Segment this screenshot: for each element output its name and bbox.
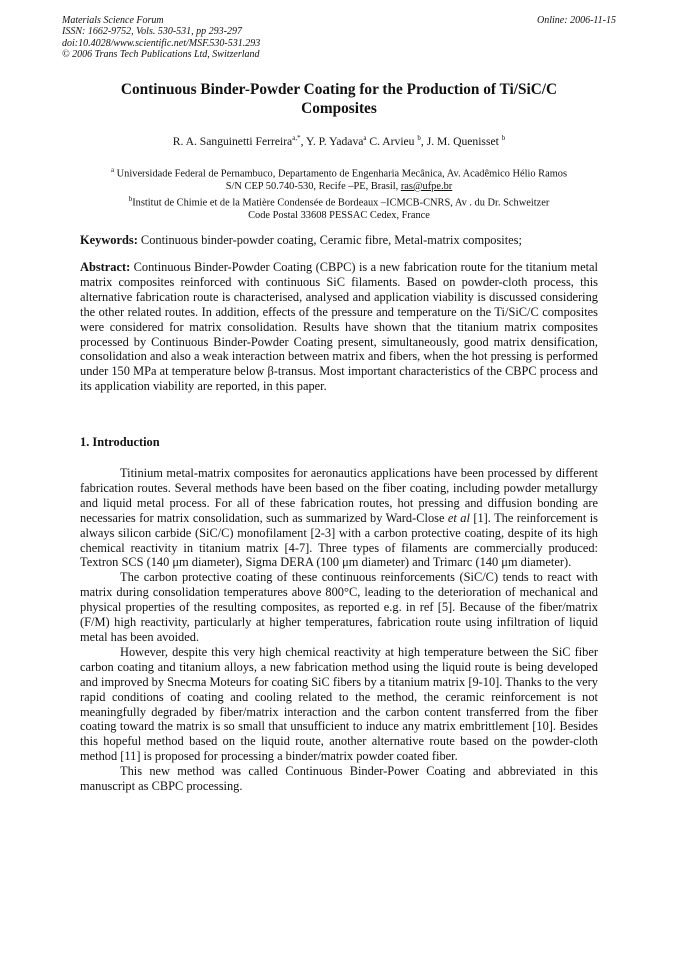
author-affil-mark: b — [501, 134, 506, 142]
issn-line: ISSN: 1662-9752, Vols. 530-531, pp 293-297 — [62, 26, 242, 38]
paragraph-text: [1]. The reinforcement is always silicon carbide (SiC/C) monofilament [2-3] with a carbon protective coating, despite of its high chemical reactivity in titanium matrix [4-7]. Three types of filaments are commercially produced: Textron SCS (140 μm diameter), Sigma DERA (100 μm diameter) and Trimarc (140 μm diameter). — [80, 510, 598, 570]
paragraph-text-italic: et al — [447, 510, 470, 525]
abstract-text: Continuous Binder-Powder Coating (CBPC) is a new fabrication route for the titanium metal matrix composites reinforced with continuous SiC filaments. Based on powder-cloth process, this alternative fabrication route is characterised, analysed and application viability is discussed considering the other related routes. In addition, effects of the pressure and temperature on the Ti/SiC/C composites were considered for matrix consolidation. Results have shown that the titanium matrix composites processed by Continuous Binder-Powder Coating present, simultaneously, good matrix densification, consolidation and also a weak interaction between matrix and fibers, when the hot pressing is performed under 150 MPa at temperature below β-transus. Most important characteristics of the CBPC process and its application viability are reported, in this paper. — [80, 260, 598, 394]
copyright-line: © 2006 Trans Tech Publications Ltd, Switzerland — [62, 48, 260, 60]
affil-mark: a — [110, 166, 115, 174]
paragraph — [80, 466, 598, 570]
affil-text: Universidade Federal de Pernambuco, Departamento de Engenharia Mecânica, Av. Acadêmico Hélio Ramos — [116, 168, 568, 180]
affil-text: S/N CEP 50.740-530, Recife –PE, Brasil, — [225, 180, 401, 192]
keywords-label: Keywords: — [80, 233, 138, 247]
affiliation-b-line2 — [70, 210, 608, 222]
paper-title: Continuous Binder-Powder Coating for the Production of Ti/SiC/C Composites — [120, 81, 558, 117]
journal-name: Materials Science Forum — [62, 15, 164, 26]
keywords-text: Continuous binder-powder coating, Ceramic fibre, Metal-matrix composites; — [137, 233, 522, 247]
paragraph: The carbon protective coating of these continuous reinforcements (SiC/C) tends to react with matrix during consolidation temperatures above 800°C, leading to the deterioration of mechanical and physical properties of the resulting composites, as reported e.g. in ref [5]. Because of the fiber/matrix (F/M) high reactivity, particularly at higher temperatures, fabrication route using infiltration of liquid metal has been avoided. — [80, 570, 598, 644]
author-name: , Y. P. Yadava — [300, 134, 364, 148]
paragraph: However, despite this very high chemical reactivity at high temperature between the SiC fiber carbon coating and titanium alloys, a new fabrication method using the liquid route is being developed and improved by Snecma Moteurs for coating SiC fibers by a titanium matrix [9-10]. Thanks to the very rapid conditions of coating and cooling related to the method, the ceramic reinforcement is not meaningfully degraded by fiber/matrix interaction and the carbon content transferred from the fiber coating toward the matrix is so small that unsufficient to induce any matrix embrittlement [10]. Besides this hopeful method based on the liquid route, another alternative route based on the powder-cloth method [11] is proposed for processing a binder/matrix powder coated fiber. — [80, 644, 598, 764]
email-link[interactable]: ras@ufpe.br — [400, 180, 453, 192]
author-affil-mark: b — [417, 134, 421, 142]
affiliation-b — [70, 193, 608, 210]
affiliation-a — [70, 164, 608, 181]
paragraph: This new method was called Continuous Binder-Power Coating and abbreviated in this manuscript as CBPC processing. — [80, 764, 598, 794]
paragraph-text: Titinium metal-matrix composites for aeronautics applications have been processed by different fabrication routes. Several methods have been based on the fiber coating, including powder metallurgy and liquid metal process. For all of these fabrication routes, hot pressing and diffusion bonding are necessaries for matrix consolidation, such as summarized by Ward-Close — [80, 466, 598, 525]
author-affil-mark: a — [363, 134, 367, 142]
abstract-label: Abstract: — [80, 260, 131, 274]
affil-text: Code Postal 33608 PESSAC Cedex, France — [248, 210, 430, 222]
section-heading: 1. Introduction — [80, 435, 160, 449]
keywords — [80, 233, 598, 248]
affiliation-a-line2 — [70, 181, 608, 193]
affiliations — [70, 164, 608, 223]
online-date: Online: 2006-11-15 — [537, 15, 616, 26]
author-name: R. A. Sanguinetti Ferreira — [172, 134, 293, 148]
affil-mark: b — [128, 195, 133, 204]
affil-text: Institut de Chimie et de la Matière Condensée de Bordeaux –ICMCB-CNRS, Av . du Dr. Schweitzer — [132, 197, 550, 209]
introduction-body — [80, 466, 598, 794]
abstract — [80, 260, 598, 394]
doi-line: doi:10.4028/www.scientific.net/MSF.530-531.293 — [62, 37, 261, 49]
author-name: C. Arvieu — [366, 134, 415, 148]
author-affil-mark: a,* — [292, 134, 301, 142]
author-name: , J. M. Quenisset — [420, 134, 499, 148]
page-header — [62, 15, 616, 60]
author-list — [80, 134, 598, 148]
